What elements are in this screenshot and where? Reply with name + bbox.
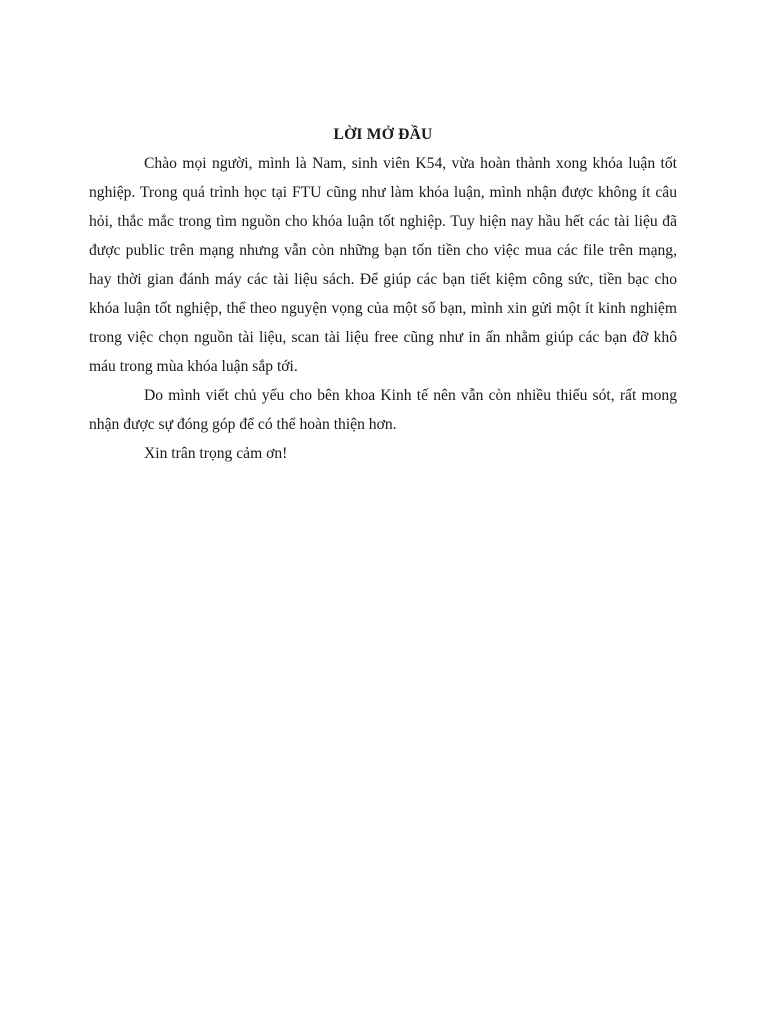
paragraph-thanks: Xin trân trọng cảm ơn!: [144, 445, 288, 462]
paragraph-intro: Chào mọi người, mình là Nam, sinh viên K54, vừa hoàn thành xong khóa luận tốt nghiệp. Trong quá trình học tại FTU cũng như làm khóa luận, mình nhận được không ít câu hỏi, thắc mắc trong tìm nguồn cho khóa luận tốt nghiệp. Tuy hiện nay hầu hết các tài liệu đã được public trên mạng nhưng vẫn còn những bạn tốn tiền cho việc mua các file trên mạng, hay thời gian đánh máy các tài liệu sách. Để giúp các bạn tiết kiệm công sức, tiền bạc cho khóa luận tốt nghiệp, thể theo nguyện vọng của một số bạn, mình xin gửi một ít kinh nghiệm trong việc chọn nguồn tài liệu, scan tài liệu free cũng như in ấn nhằm giúp các bạn đỡ khô máu trong mùa khóa luận sắp tới.: [89, 155, 677, 375]
document-body: [89, 122, 677, 468]
paragraph-note: Do mình viết chủ yếu cho bên khoa Kinh tế nên vẫn còn nhiều thiếu sót, rất mong nhận được sự đóng góp để có thể hoàn thiện hơn.: [89, 387, 677, 433]
page-title: LỜI MỞ ĐẦU: [333, 126, 433, 143]
